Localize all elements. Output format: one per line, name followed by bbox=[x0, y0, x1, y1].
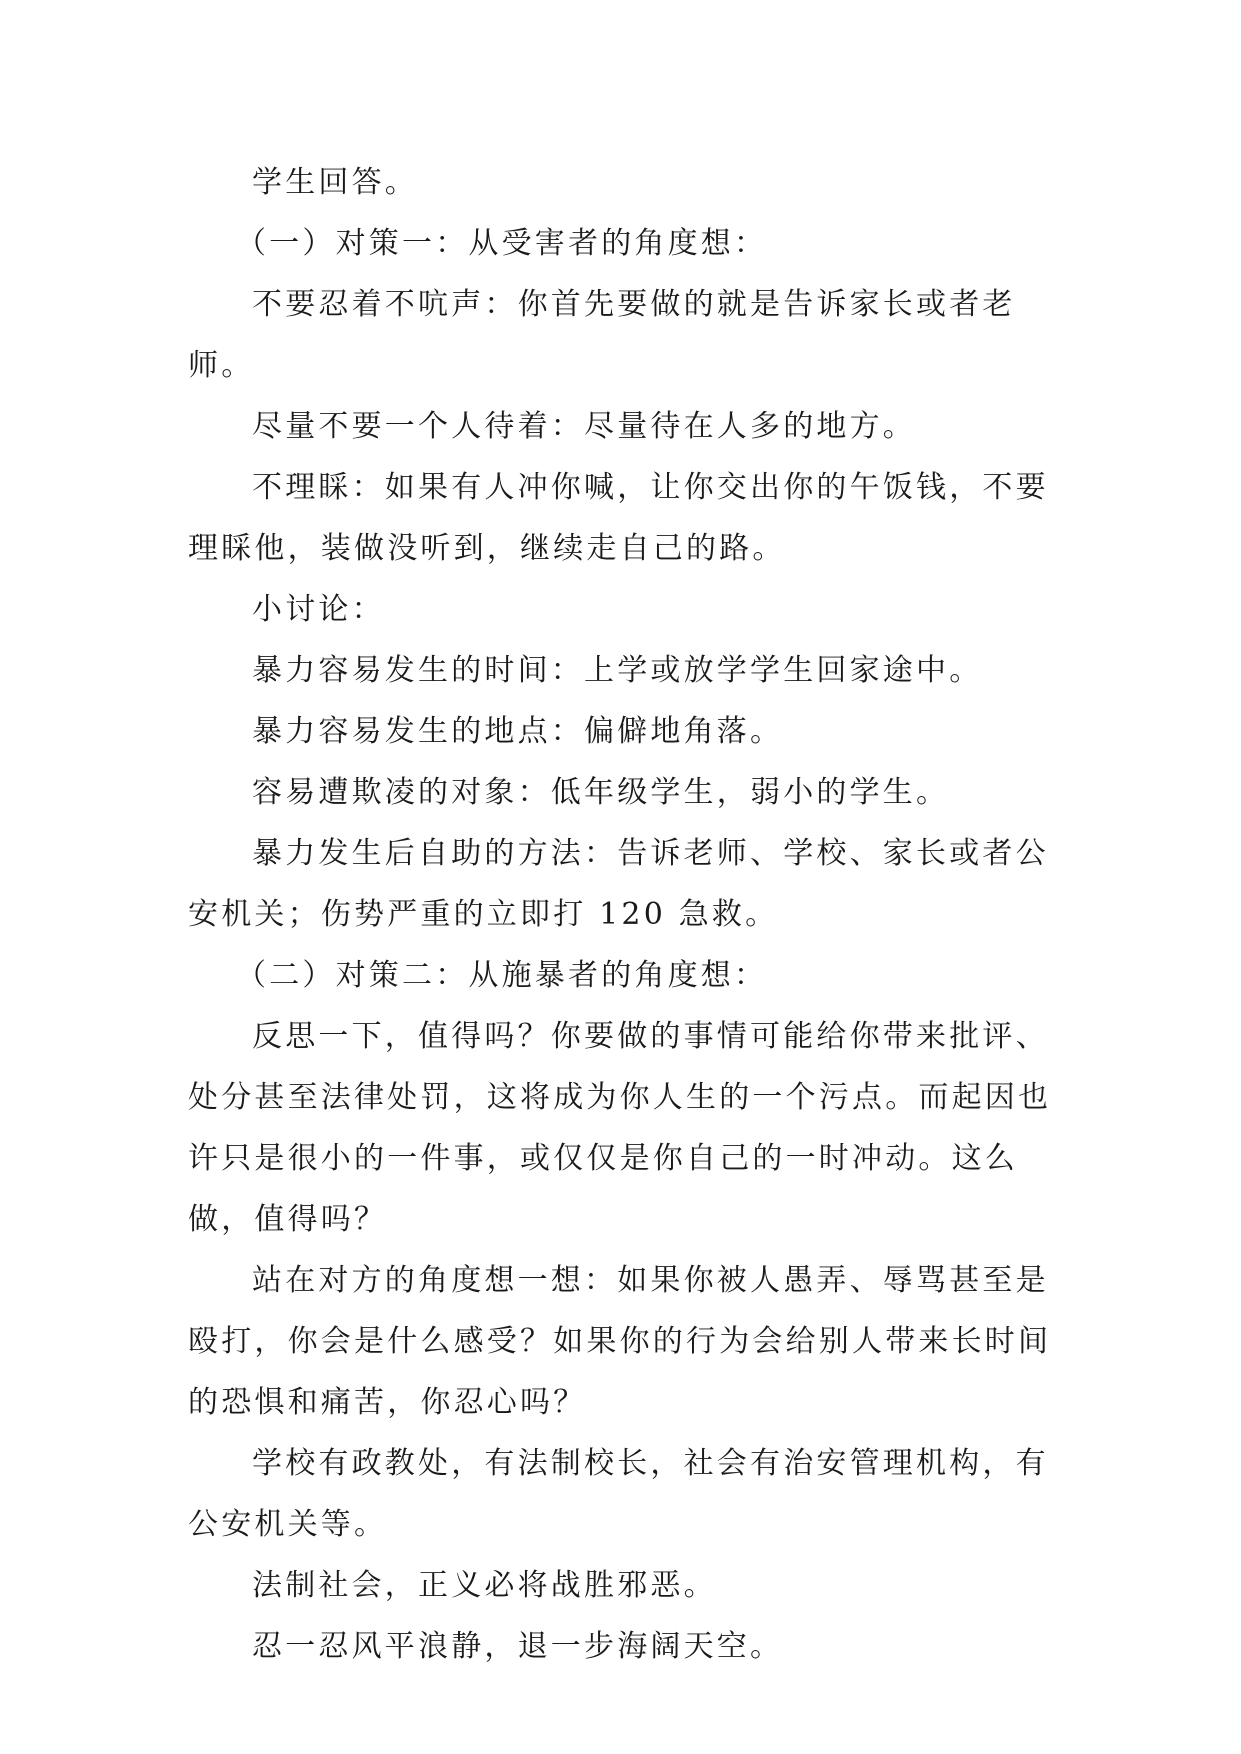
paragraph-patience: 忍一忍风平浪静，退一步海阔天空。 bbox=[252, 1629, 784, 1664]
paragraph-violence-time: 暴力容易发生的时间：上学或放学学生回家途中。 bbox=[252, 653, 983, 688]
paragraph-target: 容易遭欺凌的对象：低年级学生，弱小的学生。 bbox=[252, 775, 950, 810]
paragraph-violence-place: 暴力容易发生的地点：偏僻地角落。 bbox=[252, 714, 784, 749]
paragraph-institutions: 学校有政教处，有法制校长，社会有治安管理机构，有公安机关等。 bbox=[188, 1446, 1049, 1542]
paragraph-reflect: 反思一下，值得吗？你要做的事情可能给你带来批评、处分甚至法律处罚，这将成为你人生的一个污点。而起因也许只是很小的一件事，或仅仅是你自己的一时冲动。这么做，值得吗？ bbox=[188, 1019, 1052, 1237]
paragraph-student-answer: 学生回答。 bbox=[252, 165, 418, 200]
heading-strategy-one: （一）对策一：从受害者的角度想： bbox=[236, 226, 768, 261]
paragraph-dont-be-alone: 尽量不要一个人待着：尽量待在人多的地方。 bbox=[252, 409, 916, 444]
paragraph-self-help: 暴力发生后自助的方法：告诉老师、学校、家长或者公安机关；伤势严重的立即打 120 急救。 bbox=[188, 836, 1049, 932]
paragraph-justice: 法制社会，正义必将战胜邪恶。 bbox=[252, 1568, 717, 1603]
paragraph-empathy: 站在对方的角度想一想：如果你被人愚弄、辱骂甚至是殴打，你会是什么感受？如果你的行为会给别人带来长时间的恐惧和痛苦，你忍心吗？ bbox=[188, 1263, 1052, 1420]
heading-strategy-two: （二）对策二：从施暴者的角度想： bbox=[236, 958, 768, 993]
paragraph-ignore: 不理睬：如果有人冲你喊，让你交出你的午饭钱，不要理睬他，装做没听到，继续走自己的路。 bbox=[188, 470, 1049, 566]
paragraph-dont-stay-silent: 不要忍着不吭声：你首先要做的就是告诉家长或者老师。 bbox=[188, 287, 1016, 383]
document-body bbox=[188, 152, 1058, 1677]
paragraph-small-discussion: 小讨论： bbox=[252, 592, 385, 627]
